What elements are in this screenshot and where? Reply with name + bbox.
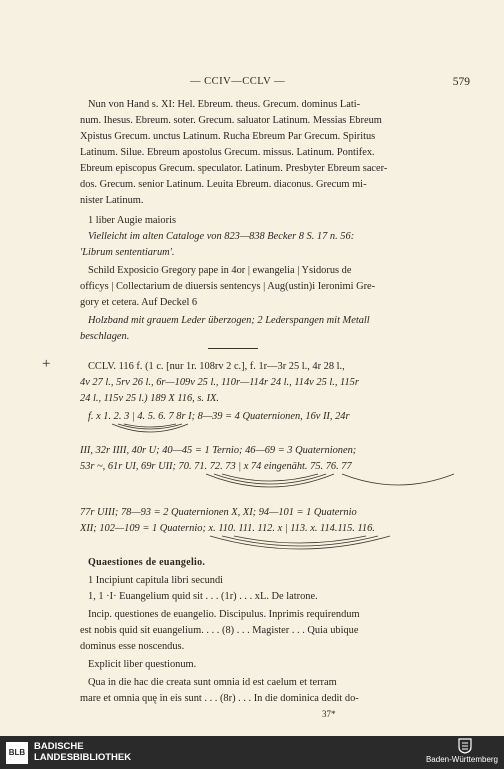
quire-arc [210, 536, 390, 549]
library-logo[interactable]: BLB [6, 742, 28, 764]
quire-arc [222, 536, 378, 546]
text-line: Xpistus Grecum. unctus Latinum. Rucha Ebreum Par Grecum. Spiritus [80, 131, 376, 142]
content-line: Qua in die hac die creata sunt omnia id est caelum et terram [88, 677, 337, 688]
catalogue-note: 'Librum sententiarum'. [80, 247, 175, 258]
collation-line: f. x 1. 2. 3 | 4. 5. 6. 7 8r I; 8—39 = 4 Quaternionen, 16v II, 24r [88, 411, 350, 422]
text-line: Ebreum episcopus Grecum. speculator. Latinum. Presbyter Ebreum sacer- [80, 163, 388, 174]
state-label: Baden-Württemberg [425, 755, 498, 764]
quire-arc [112, 424, 188, 432]
label-line: Schild Exposicio Gregory pape in 4or | ewangelia | Ysidorus de [88, 265, 352, 276]
entry-heading-line: CCLV. 116 f. (1 c. [nur 1r. 108rv 2 c.], f. 1r—3r 25 l., 4r 28 l., [88, 361, 345, 372]
content-line: dominus esse noscendus. [80, 641, 185, 652]
text-line: nister Latinum. [80, 195, 144, 206]
content-line: 1 Incipiunt capitula libri secundi [88, 575, 224, 586]
library-name [34, 741, 131, 763]
quire-arc [342, 474, 454, 485]
collation-line: XII; 102—109 = 1 Quaternio; x. 110. 111. 112. x | 113. x. 114.115. 116. [80, 523, 375, 534]
binding-note: beschlagen. [80, 331, 130, 342]
collation-line: 24 l., 115v 25 l.) 189 X 116, s. IX. [80, 393, 220, 404]
collation-line: 4v 27 l., 5rv 26 l., 6r—109v 25 l., 110r—114r 24 l., 114v 25 l., 115r [80, 377, 359, 388]
library-name-line: LANDESBIBLIOTHEK [34, 752, 132, 763]
quire-arc [206, 474, 334, 487]
content-line: 1, 1 ·I· Euangelium quid sit . . . (1r) . . . xL. De latrone. [88, 591, 318, 602]
quire-arc [214, 474, 326, 484]
library-footer [0, 736, 504, 769]
margin-mark: + [42, 356, 51, 372]
content-line: est nobis quid sit euangelium. . . . (8) . . . Magister . . . Quia ubique [80, 625, 359, 636]
text-line: num. Ihesus. Ebreum. soter. Grecum. saluator Latinum. Messias Ebreum [80, 115, 382, 126]
running-head: — CCIV—CCLV — [190, 76, 286, 87]
binding-note: Holzband mit grauem Leder überzogen; 2 Lederspangen mit Metall [88, 315, 370, 326]
content-line: Explicit liber questionum. [88, 659, 197, 670]
collation-line: 77r UIII; 78—93 = 2 Quaternionen X, XI; 94—101 = 1 Quaternio [80, 507, 357, 518]
text-line: Nun von Hand s. XI: Hel. Ebreum. theus. Grecum. dominus Lati- [88, 99, 361, 110]
content-line: Incip. questiones de euangelio. Discipulus. Inprimis requirendum [88, 609, 360, 620]
catalogue-note: Vielleicht im alten Cataloge von 823—838 Becker 8 S. 17 n. 56: [88, 231, 355, 242]
collation-line: 53r ~, 61r UI, 69r UII; 70. 71. 72. 73 | x 74 eingenäht. 75. 76. 77 [80, 461, 352, 472]
provenance-line: 1 liber Augie maioris [88, 215, 177, 226]
page-number: 579 [452, 76, 470, 88]
signature-mark: 37* [322, 709, 336, 719]
content-heading: Quaestiones de euangelio. [88, 557, 206, 568]
content-line: mare et omnia quę in eis sunt . . . (8r) . . . In die dominica dedit do- [80, 693, 359, 704]
label-line: gory et cetera. Auf Deckel 6 [80, 297, 198, 308]
quire-arc [222, 474, 318, 481]
quire-arc [234, 536, 366, 543]
text-line: dos. Grecum. senior Latinum. Leuita Ebreum. diaconus. Grecum mi- [80, 179, 367, 190]
collation-line: III, 32r IIII, 40r U; 40—45 = 1 Ternio; 46—69 = 3 Quaternionen; [80, 445, 357, 456]
label-line: officys | Collectarium de diuersis sentencys | Aug(ustin)i Ieronimi Gre- [80, 281, 376, 292]
text-line: Latinum. Silue. Ebreum apostolus Grecum. missus. Latinum. Pontifex. [80, 147, 375, 158]
quire-arc [124, 424, 176, 427]
state-emblem-icon [458, 738, 472, 754]
quire-arc [118, 424, 182, 429]
library-name-line: BADISCHE [34, 741, 84, 752]
section-divider [208, 348, 258, 349]
